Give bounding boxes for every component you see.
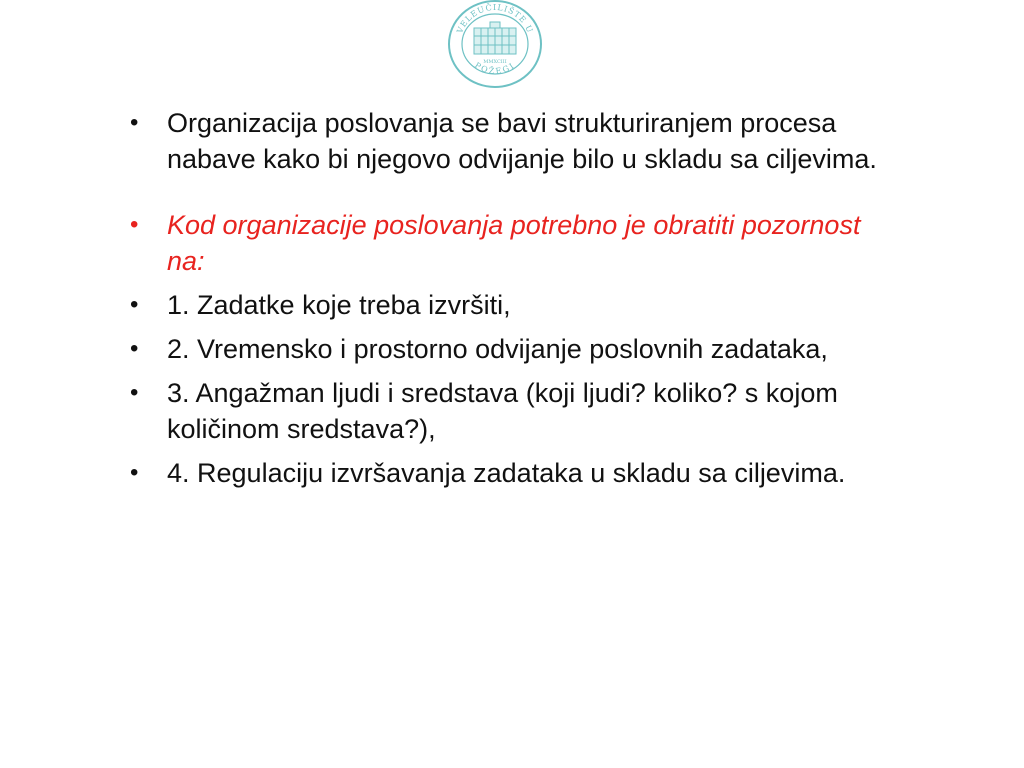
school-crest-icon <box>444 0 546 90</box>
list-item <box>130 105 890 177</box>
bullet-icon: • <box>130 291 139 318</box>
bullet-icon: • <box>130 459 139 486</box>
list-item-highlight <box>130 207 890 279</box>
bullet-list <box>130 105 890 491</box>
list-item <box>130 287 890 323</box>
list-item <box>130 455 890 491</box>
bullet-text: Kod organizacije poslovanja potrebno je obratiti pozornost na: <box>167 210 861 276</box>
logo-year: MMXCIII <box>483 59 507 65</box>
bullet-text: Organizacija poslovanja se bavi strukturiranjem procesa nabave kako bi njegovo odvijanje bilo u skladu sa ciljevima. <box>167 108 877 174</box>
building-icon <box>474 22 516 54</box>
bullet-icon: • <box>130 379 139 406</box>
bullet-icon: • <box>130 211 139 238</box>
school-logo <box>444 0 546 90</box>
logo-text-top: VELEUČILIŠTE U <box>455 2 535 35</box>
bullet-icon: • <box>130 109 139 136</box>
bullet-text: 3. Angažman ljudi i sredstava (koji ljudi? koliko? s kojom količinom sredstava?), <box>167 378 838 444</box>
bullet-text: 2. Vremensko i prostorno odvijanje poslovnih zadataka, <box>167 334 828 364</box>
slide-content <box>130 105 890 499</box>
list-item <box>130 375 890 447</box>
bullet-text: 1. Zadatke koje treba izvršiti, <box>167 290 511 320</box>
bullet-text: 4. Regulaciju izvršavanja zadataka u skladu sa ciljevima. <box>167 458 846 488</box>
bullet-icon: • <box>130 335 139 362</box>
list-item <box>130 331 890 367</box>
logo-text-bottom: POŽEGI <box>472 60 518 76</box>
